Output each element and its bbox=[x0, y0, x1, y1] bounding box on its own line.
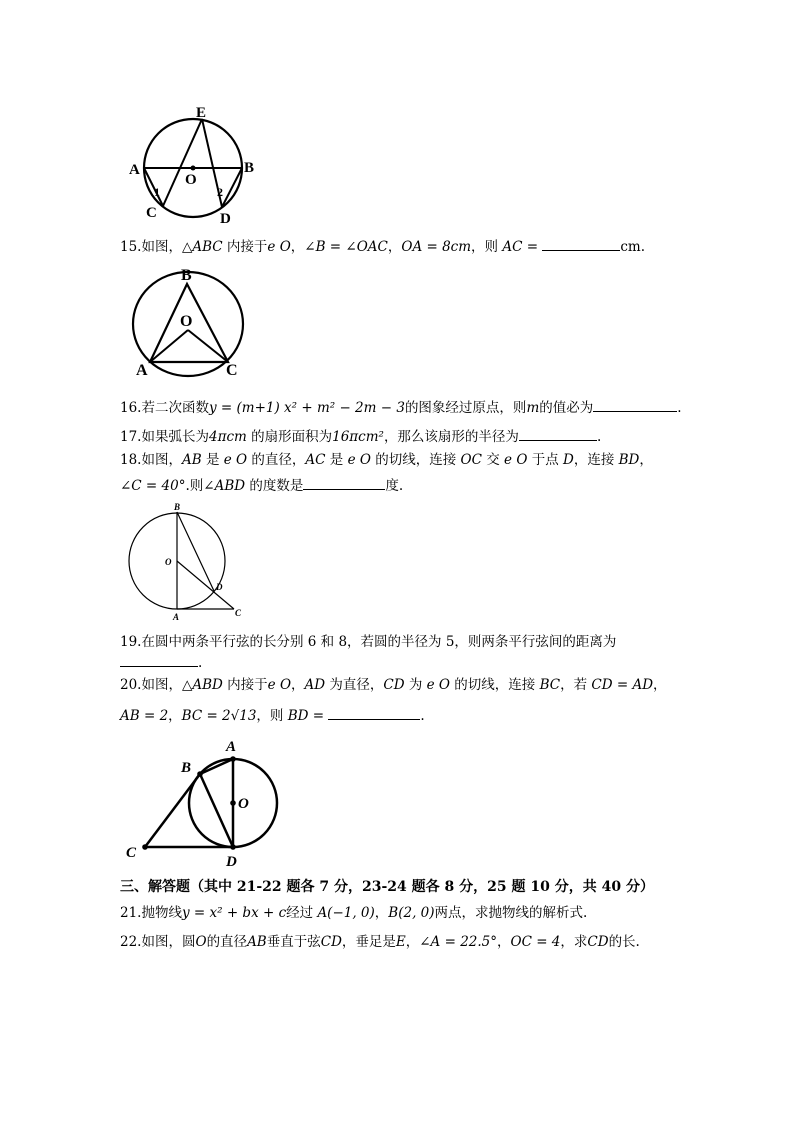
math: ∠A = 22.5° bbox=[419, 934, 498, 950]
label-c: C bbox=[146, 205, 157, 221]
text: 的值必为 bbox=[539, 400, 594, 416]
text: . bbox=[420, 708, 425, 724]
question-20-line-1 bbox=[120, 676, 667, 694]
math: A(−1, 0) bbox=[317, 905, 375, 921]
math: e O bbox=[426, 677, 451, 693]
math: AB = 2 bbox=[120, 708, 169, 724]
label-b: B bbox=[174, 502, 181, 512]
text: 如图，圆 bbox=[141, 934, 196, 950]
label-a: A bbox=[173, 612, 180, 622]
math: BC bbox=[539, 677, 561, 693]
point-a bbox=[230, 756, 236, 762]
math: AB bbox=[181, 452, 202, 468]
question-number: 18. bbox=[120, 452, 142, 468]
segment-oc bbox=[188, 330, 228, 362]
text: ，垂足是 bbox=[341, 934, 396, 950]
label-d: D bbox=[216, 582, 223, 592]
answer-blank[interactable] bbox=[303, 475, 385, 490]
figure-q15-svg bbox=[124, 100, 264, 230]
text: ，那么该扇形的半径为 bbox=[383, 429, 519, 445]
text: 的度数是 bbox=[245, 478, 304, 494]
text: 为直径， bbox=[325, 677, 384, 693]
text: .则 bbox=[185, 478, 204, 494]
text: ， bbox=[290, 239, 305, 255]
point-o bbox=[230, 800, 236, 806]
math: ∠ABD bbox=[203, 478, 246, 494]
text: 的直径 bbox=[206, 934, 248, 950]
answer-blank[interactable] bbox=[593, 397, 677, 412]
text: ， bbox=[168, 708, 182, 724]
text: 度. bbox=[385, 478, 404, 494]
question-21 bbox=[120, 904, 587, 922]
question-number: 15. bbox=[120, 239, 142, 255]
math: BD = bbox=[287, 708, 325, 724]
text: 如图， bbox=[141, 677, 182, 693]
text: 的扇形面积为 bbox=[246, 429, 333, 445]
text: . bbox=[198, 655, 203, 671]
question-18-line-2 bbox=[120, 475, 403, 495]
text: ，求 bbox=[560, 934, 588, 950]
text: 的直径， bbox=[247, 452, 306, 468]
math: e O bbox=[223, 452, 248, 468]
text: ， bbox=[497, 934, 511, 950]
answer-blank[interactable] bbox=[519, 426, 597, 441]
figure-q16 bbox=[124, 262, 254, 382]
math: OC = 4 bbox=[510, 934, 561, 950]
text: ，则 bbox=[256, 708, 288, 724]
text: ， bbox=[374, 905, 389, 921]
text: 于点 bbox=[527, 452, 563, 468]
math: AC = bbox=[502, 239, 539, 255]
math: CD = AD bbox=[591, 677, 654, 693]
label-e: E bbox=[196, 105, 207, 121]
math: BC = 2√13 bbox=[181, 708, 257, 724]
text: 为 bbox=[404, 677, 427, 693]
label-o: O bbox=[238, 796, 249, 812]
question-22 bbox=[120, 933, 640, 951]
label-b: B bbox=[181, 760, 192, 776]
text: cm. bbox=[620, 239, 645, 255]
question-number: 19. bbox=[120, 634, 142, 650]
question-number: 20. bbox=[120, 677, 142, 693]
label-c: C bbox=[235, 608, 242, 618]
text: 的切线，连接 bbox=[450, 677, 540, 693]
text: 的切线，连接 bbox=[370, 452, 461, 468]
figure-q15 bbox=[124, 100, 264, 230]
math: 4πcm bbox=[208, 429, 247, 445]
figure-q20 bbox=[122, 735, 292, 870]
text: 是 bbox=[201, 452, 224, 468]
math: AB bbox=[247, 934, 267, 950]
label-o: O bbox=[180, 313, 193, 330]
math: OC bbox=[460, 452, 482, 468]
text: 垂直于弦 bbox=[266, 934, 321, 950]
text: ，若 bbox=[560, 677, 592, 693]
chord-ec bbox=[163, 119, 202, 206]
math: ∠C = 40° bbox=[120, 478, 186, 494]
point-c bbox=[142, 844, 148, 850]
question-16 bbox=[120, 397, 682, 417]
figure-q16-svg bbox=[124, 262, 254, 382]
label-b: B bbox=[244, 160, 255, 176]
label-angle-1: 1 bbox=[154, 185, 160, 199]
math: AC bbox=[305, 452, 326, 468]
math: CD bbox=[587, 934, 609, 950]
text: 内接于 bbox=[222, 677, 268, 693]
label-o: O bbox=[185, 172, 197, 188]
math: CD bbox=[320, 934, 342, 950]
math: e O bbox=[267, 239, 291, 255]
label-c: C bbox=[226, 362, 238, 379]
math: AD bbox=[304, 677, 326, 693]
point-d bbox=[230, 844, 236, 850]
figure-q18-svg bbox=[124, 500, 254, 622]
math: 16πcm² bbox=[332, 429, 384, 445]
answer-blank[interactable] bbox=[328, 705, 420, 720]
label-a: A bbox=[136, 362, 148, 379]
label-d: D bbox=[226, 854, 237, 870]
text: ， bbox=[387, 239, 402, 255]
text: 的图象经过原点，则 bbox=[404, 400, 527, 416]
label-b: B bbox=[181, 267, 192, 284]
question-19-line-1 bbox=[120, 633, 616, 651]
question-19-line-2 bbox=[120, 652, 202, 672]
answer-blank[interactable] bbox=[120, 652, 198, 667]
label-a: A bbox=[129, 162, 140, 178]
math: △ABD bbox=[181, 677, 223, 693]
math: D bbox=[563, 452, 574, 468]
question-number: 21. bbox=[120, 905, 142, 921]
text: 如图， bbox=[141, 452, 182, 468]
text: ， bbox=[639, 452, 653, 468]
text: 的长. bbox=[608, 934, 640, 950]
text: 是 bbox=[325, 452, 348, 468]
figure-q20-svg bbox=[122, 735, 292, 870]
math: m bbox=[526, 400, 540, 416]
text: 交 bbox=[481, 452, 505, 468]
text: 在圆中两条平行弦的长分别 6 和 8，若圆的半径为 5，则两条平行弦间的距离为 bbox=[141, 634, 617, 650]
math: BD bbox=[618, 452, 640, 468]
label-a: A bbox=[226, 739, 237, 755]
point-b bbox=[197, 771, 203, 777]
text: ， bbox=[653, 677, 667, 693]
text: 两点，求抛物线的解析式. bbox=[434, 905, 588, 921]
math: y = (m+1) x² + m² − 2m − 3 bbox=[208, 400, 405, 416]
question-number: 17. bbox=[120, 429, 142, 445]
text: . bbox=[596, 429, 602, 445]
math: e O bbox=[504, 452, 528, 468]
math: e O bbox=[267, 677, 292, 693]
math: E bbox=[395, 934, 406, 950]
math: y = x² + bx + c bbox=[181, 905, 287, 921]
text: ， bbox=[291, 677, 305, 693]
math: △ABC bbox=[181, 239, 223, 255]
question-number: 16. bbox=[120, 400, 142, 416]
label-d: D bbox=[220, 211, 231, 227]
text: 内接于 bbox=[222, 239, 268, 255]
math: CD bbox=[383, 677, 405, 693]
answer-blank[interactable] bbox=[542, 236, 620, 251]
text: ， bbox=[405, 934, 420, 950]
label-o: O bbox=[165, 557, 172, 567]
text: 抛物线 bbox=[141, 905, 182, 921]
segment-oc bbox=[177, 561, 234, 609]
center-o-dot bbox=[191, 166, 196, 171]
math: ∠B = ∠OAC bbox=[304, 239, 388, 255]
text: 经过 bbox=[286, 905, 318, 921]
question-17 bbox=[120, 426, 601, 446]
question-15 bbox=[120, 236, 645, 256]
question-18-line-1 bbox=[120, 451, 653, 469]
math: B(2, 0) bbox=[388, 905, 435, 921]
text: . bbox=[677, 400, 682, 416]
question-number: 22. bbox=[120, 934, 142, 950]
label-c: C bbox=[126, 845, 137, 861]
text: ，连接 bbox=[573, 452, 619, 468]
math: O bbox=[195, 934, 207, 950]
text: 若二次函数 bbox=[141, 400, 209, 416]
segment-cb bbox=[145, 774, 200, 847]
segment-oa bbox=[150, 330, 188, 362]
math: e O bbox=[347, 452, 371, 468]
text: 如图， bbox=[141, 239, 182, 255]
question-20-line-2 bbox=[120, 705, 425, 725]
figure-q18 bbox=[124, 500, 254, 622]
section-heading: 三、解答题（其中 21-22 题各 7 分，23-24 题各 8 分，25 题 10 分，共 40 分） bbox=[120, 879, 654, 895]
text: ，则 bbox=[471, 239, 503, 255]
math: OA = 8cm bbox=[401, 239, 472, 255]
text: 如果弧长为 bbox=[141, 429, 209, 445]
segment-bd bbox=[177, 512, 214, 591]
label-angle-2: 2 bbox=[217, 185, 223, 199]
